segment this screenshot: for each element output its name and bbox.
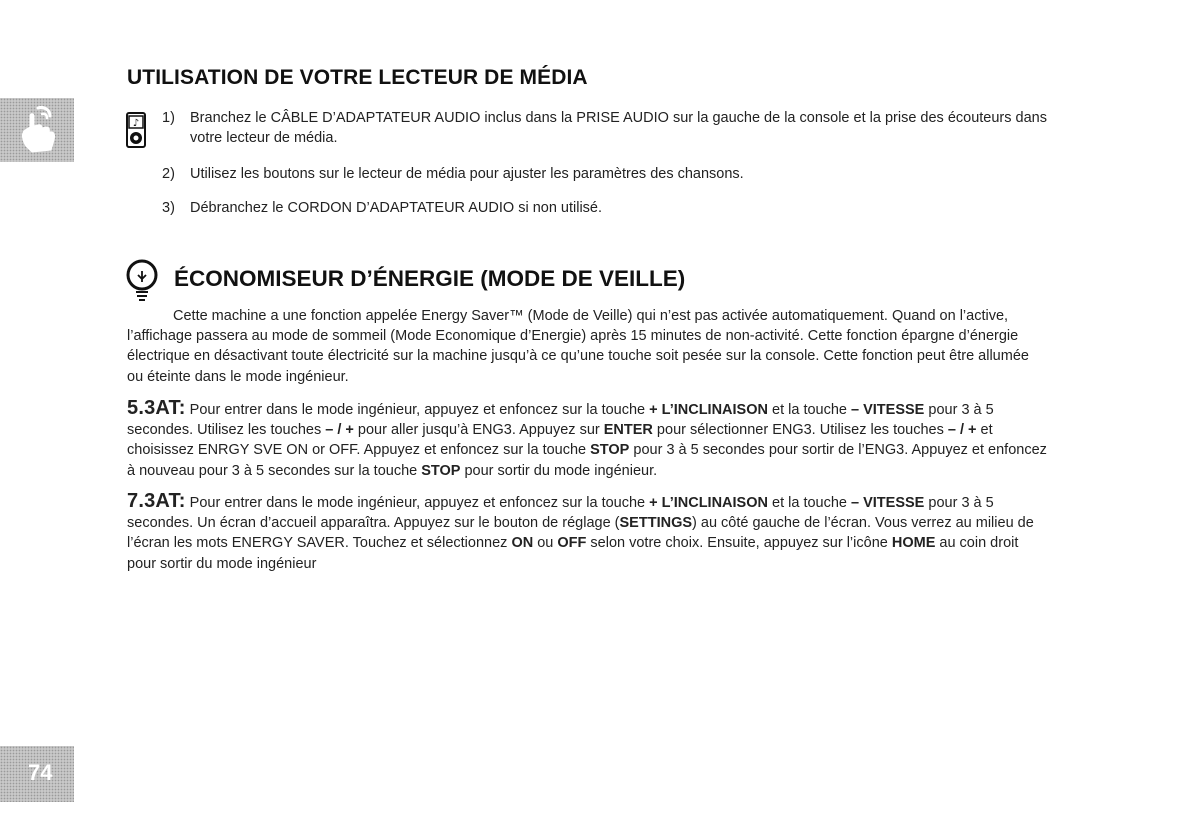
text-run: au coin droit pour sortir du mode ingénieur (127, 535, 1019, 572)
step-number: 3) (162, 200, 175, 216)
key-name: HOME (891, 535, 936, 552)
key-name: SETTINGS (619, 515, 693, 532)
text-run: pour 3 à 5 secondes. Un écran d’accueil apparaîtra. Appuyez sur le bouton de réglage ( (127, 495, 994, 532)
step-number: 1) (162, 110, 175, 126)
text-run: ) au côté gauche de l’écran. Vous verrez au milieu de l’écran les mots ENERGY SAVER. Touchez et sélectionnez (127, 515, 1034, 552)
text-run: Pour entrer dans le mode ingénieur, appuyez et enfoncez sur la touche (185, 495, 650, 511)
svg-text:♪: ♪ (132, 118, 140, 129)
step-text: Utilisez les boutons sur le lecteur de média pour ajuster les paramètres des chansons. (190, 166, 744, 182)
text-run: ou (533, 535, 558, 552)
step-text: Débranchez le CORDON D’ADAPTATEUR AUDIO si non utilisé. (190, 200, 603, 216)
media-section-heading: UTILISATION DE VOTRE LECTEUR DE MÉDIA (127, 66, 588, 89)
text-run: et la touche (767, 495, 852, 511)
key-name: – VITESSE (851, 402, 925, 418)
text-run: pour sélectionner ENG3. Utilisez les touches (652, 422, 948, 439)
text-run: et choisissez ENRGY SVE ON or OFF. Appuyez et enfoncez sur la touche (127, 422, 993, 459)
model-label: 5.3AT (127, 397, 179, 419)
text-run: pour 3 à 5 secondes. Utilisez les touches (127, 402, 994, 439)
text-run: pour 3 à 5 secondes pour sortir de l’ENG3. Appuyez et enfoncez à nouveau pour 3 à 5 secondes sur la touche (127, 442, 1047, 479)
step-number: 2) (162, 166, 175, 182)
text-run: et la touche (767, 402, 852, 418)
key-name: STOP (590, 442, 630, 459)
model-73at-paragraph (127, 491, 1047, 574)
text-run: selon votre choix. Ensuite, appuyez sur l’icône (586, 535, 892, 552)
key-name: ON (511, 535, 534, 552)
key-name: – / + (325, 422, 354, 439)
text-run: pour sortir du mode ingénieur. (460, 462, 658, 479)
key-name: ENTER (603, 422, 653, 439)
key-name: + L’INCLINAISON (649, 402, 768, 418)
lightbulb-icon (124, 258, 160, 304)
key-name: – / + (947, 422, 977, 439)
text-run: Pour entrer dans le mode ingénieur, appuyez et enfoncez sur la touche (185, 402, 650, 418)
media-player-icon (126, 112, 146, 148)
key-name: OFF (557, 535, 587, 552)
page-number-tab (0, 746, 74, 802)
key-name: – VITESSE (851, 495, 925, 511)
key-name: STOP (421, 462, 461, 479)
model-53at-paragraph (127, 398, 1047, 481)
energy-intro-paragraph: Cette machine a une fonction appelée Energy Saver™ (Mode de Veille) qui n’est pas activée automatiquement. Quand on l’active, l’affichage passera au mode de sommeil (Mode Economique d’Energie) après 15 minutes de non-activité. Cette fonction épargne d’énergie électrique en désactivant toute électricité sur la machine jusqu’à ce qu’une touche soit pesée sur la console. Cette fonction peut être allumée ou éteinte dans le mode ingénieur. (127, 308, 1029, 385)
key-name: + L’INCLINAISON (649, 495, 768, 511)
model-label: 7.3AT (127, 490, 179, 512)
model-label-colon: : (178, 490, 186, 512)
hand-touch-icon (8, 100, 68, 160)
model-label-colon: : (178, 397, 186, 419)
energy-section-heading: ÉCONOMISEUR D’ÉNERGIE (MODE DE VEILLE) (174, 266, 686, 291)
section-tab (0, 98, 74, 162)
step-text: Branchez le CÂBLE D’ADAPTATEUR AUDIO inclus dans la PRISE AUDIO sur la gauche de la console et la prise des écouteurs dans votre lecteur de média. (190, 110, 1047, 146)
page-number: 74 (28, 760, 53, 785)
text-run: pour aller jusqu’à ENG3. Appuyez sur (353, 422, 604, 439)
